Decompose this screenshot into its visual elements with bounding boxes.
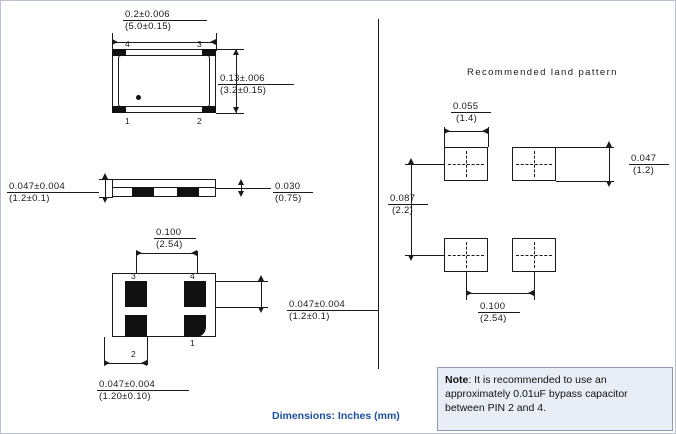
side-view-seat-inches: 0.030 bbox=[275, 181, 301, 192]
ext-line bbox=[556, 147, 614, 148]
dim-line bbox=[466, 293, 534, 294]
leader-line bbox=[216, 188, 271, 189]
note-text: : It is recommended to use an approximately 0.01uF bypass capacitor between PIN 2 and 4. bbox=[445, 374, 628, 414]
bottom-view-pitch-inches: 0.100 bbox=[156, 227, 182, 238]
land-pitch-y-inches: 0.087 bbox=[390, 193, 416, 204]
land-pitch-x-inches: 0.100 bbox=[480, 301, 506, 312]
bottom-view-pad-width-mm: (1.20±0.10) bbox=[99, 391, 151, 402]
side-view-split-line bbox=[112, 187, 216, 188]
bottom-view-pitch-mm: (2.54) bbox=[156, 239, 183, 250]
bottom-view-pad-width-inches: 0.047±0.004 bbox=[99, 379, 156, 390]
side-view-pad-left bbox=[132, 188, 154, 196]
ext-line bbox=[99, 197, 113, 198]
land-pitch-y-mm: (2.2) bbox=[392, 205, 414, 216]
bottom-view-pin-label-2: 2 bbox=[131, 349, 136, 359]
dim-line bbox=[609, 147, 610, 181]
dim-arrow bbox=[482, 128, 488, 134]
dim-arrow bbox=[233, 107, 239, 113]
ext-line bbox=[99, 179, 113, 180]
bottom-view-pin-label-3: 3 bbox=[131, 271, 136, 281]
top-view-pin-label-4: 4 bbox=[125, 39, 130, 49]
dim-line bbox=[105, 179, 106, 197]
side-view-height-inches: 0.047±0.004 bbox=[9, 181, 66, 192]
land-pitch-x-mm: (2.54) bbox=[480, 313, 507, 324]
top-view-pin-label-3: 3 bbox=[197, 39, 202, 49]
top-view-pad-3 bbox=[202, 49, 216, 56]
dim-arrow bbox=[606, 141, 612, 147]
centerline bbox=[516, 164, 552, 165]
top-view-pin-label-2: 2 bbox=[197, 116, 202, 126]
ext-line bbox=[147, 337, 148, 365]
bottom-view-pin-label-1: 1 bbox=[190, 338, 195, 348]
bottom-view-pad-span-inches: 0.047±0.004 bbox=[289, 299, 346, 310]
dim-underline bbox=[123, 20, 207, 21]
dim-arrow bbox=[233, 49, 239, 55]
dimensions-units-note: Dimensions: Inches (mm) bbox=[272, 410, 400, 422]
bottom-view-pad-span-mm: (1.2±0.1) bbox=[289, 311, 330, 322]
bottom-view-pad-2 bbox=[125, 315, 147, 337]
note-label: Note bbox=[445, 374, 469, 386]
top-view-width-inches: 0.13±.006 bbox=[220, 73, 265, 84]
centerline bbox=[516, 255, 552, 256]
top-view-pad-1 bbox=[112, 106, 126, 113]
dim-line bbox=[261, 281, 262, 307]
top-view-width-mm: (3.2±0.15) bbox=[220, 85, 267, 96]
land-pattern-title: Recommended land pattern bbox=[467, 67, 618, 78]
side-view-height-mm: (1.2±0.1) bbox=[9, 193, 50, 204]
dim-arrow bbox=[408, 158, 414, 164]
dim-arrow bbox=[141, 360, 147, 366]
centerline bbox=[448, 255, 484, 256]
bottom-view-pad-4 bbox=[184, 281, 206, 307]
land-pad-width-inches: 0.055 bbox=[453, 101, 479, 112]
dim-arrow bbox=[444, 128, 450, 134]
ext-line bbox=[216, 49, 244, 50]
land-pad-height-mm: (1.2) bbox=[633, 165, 655, 176]
top-view-length-inches: 0.2±0.006 bbox=[125, 9, 170, 20]
ext-line bbox=[488, 127, 489, 147]
side-view-pad-right bbox=[177, 188, 199, 196]
dim-arrow bbox=[210, 39, 216, 45]
side-view-package-outline bbox=[112, 179, 216, 197]
ext-line bbox=[197, 251, 198, 275]
dim-arrow bbox=[238, 179, 244, 185]
dim-arrow bbox=[136, 250, 142, 256]
dim-arrow bbox=[191, 250, 197, 256]
top-view-pad-2 bbox=[202, 106, 216, 113]
bottom-view-pad-1 bbox=[184, 315, 206, 337]
dim-arrow bbox=[606, 181, 612, 187]
dim-arrow bbox=[112, 39, 118, 45]
dim-arrow bbox=[104, 360, 110, 366]
ext-line bbox=[216, 113, 244, 114]
ext-line bbox=[534, 272, 535, 300]
bottom-view-pin-label-4: 4 bbox=[190, 271, 195, 281]
top-view-lid-outline bbox=[118, 55, 210, 107]
note-box bbox=[437, 367, 673, 431]
top-view-pad-4 bbox=[112, 49, 126, 56]
dim-arrow bbox=[408, 255, 414, 261]
bottom-view-pad-3 bbox=[125, 281, 147, 307]
dim-arrow bbox=[238, 191, 244, 197]
dim-arrow bbox=[466, 290, 472, 296]
pin1-marker-dot bbox=[136, 95, 141, 100]
top-view-pin-label-1: 1 bbox=[125, 116, 130, 126]
centerline bbox=[448, 164, 484, 165]
top-view-length-mm: (5.0±0.15) bbox=[125, 21, 172, 32]
dim-line bbox=[136, 253, 197, 254]
dim-arrow bbox=[258, 275, 264, 281]
dim-arrow bbox=[258, 307, 264, 313]
dim-arrow bbox=[528, 290, 534, 296]
land-pad-width-mm: (1.4) bbox=[456, 113, 478, 124]
side-view-seat-mm: (0.75) bbox=[275, 193, 302, 204]
vertical-divider bbox=[378, 19, 379, 369]
land-pad-height-inches: 0.047 bbox=[631, 153, 657, 164]
